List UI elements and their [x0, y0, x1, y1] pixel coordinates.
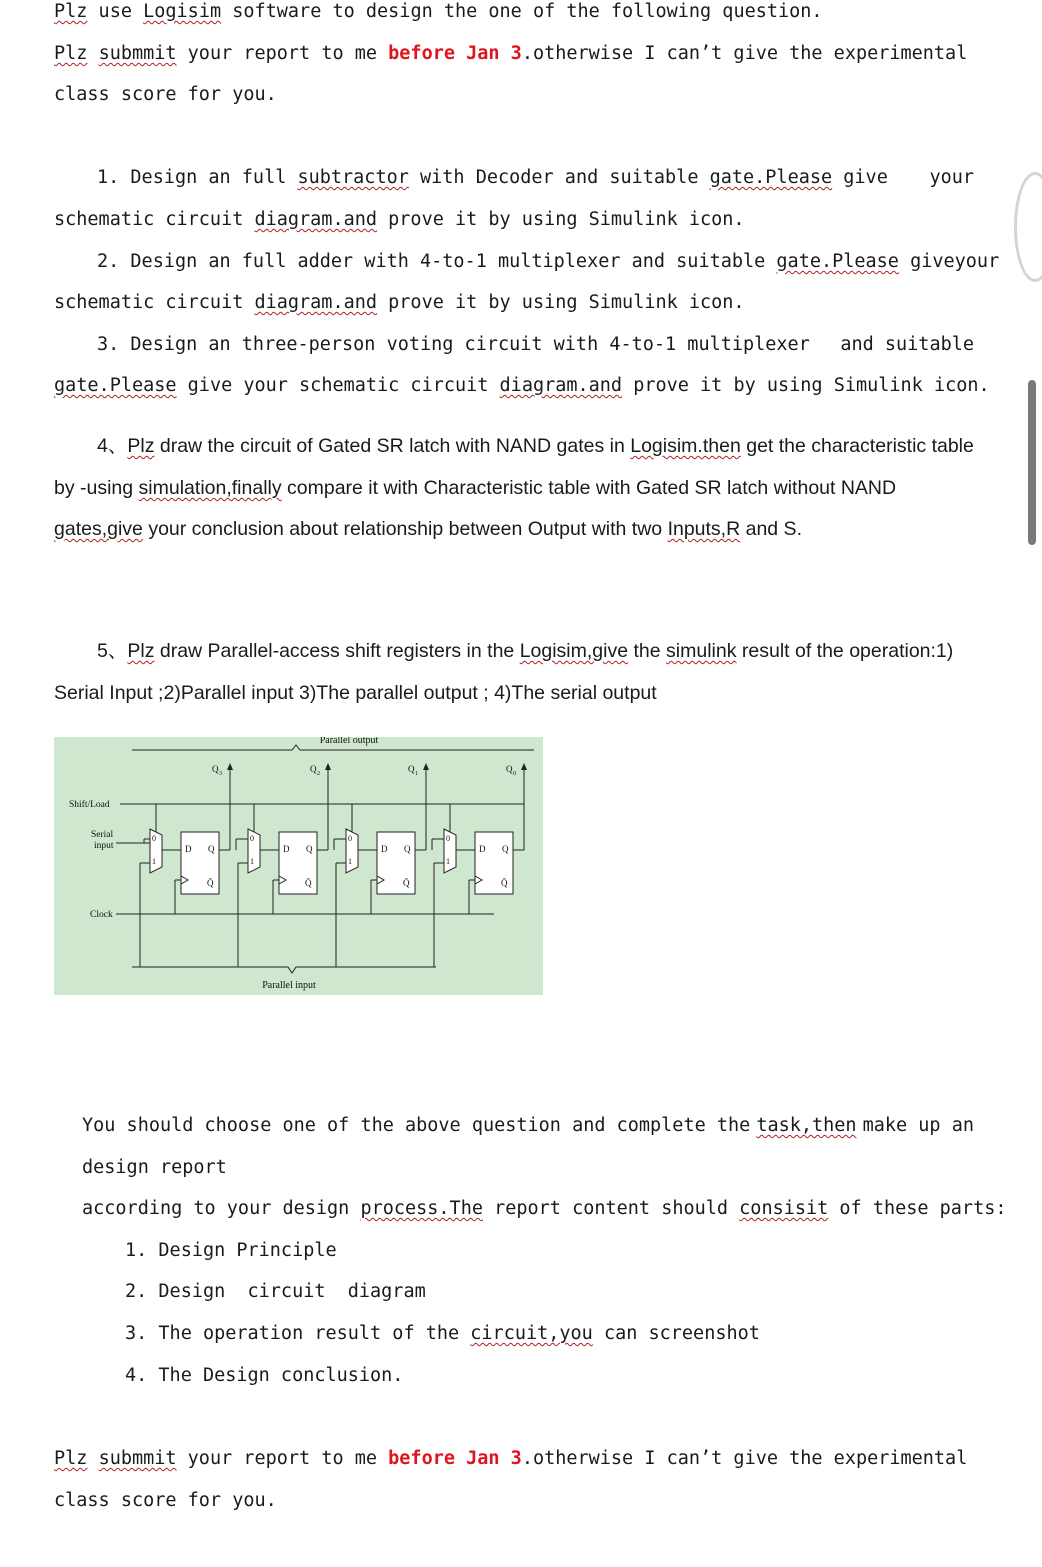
closing-deadline-highlight: before Jan 3 [388, 1448, 522, 1469]
output-arrow [521, 763, 527, 770]
mux-input-0-label: 0 [152, 834, 156, 843]
question-2-line-1: 2. Design an full adder with 4-to-1 multiplexer and suitable gate.Please give your [97, 251, 1000, 272]
question-5-line-1: 5、Plz draw Parallel-access shift registers in the Logisim,give the simulink result of the operation:1) [97, 640, 954, 662]
report-part-1: 1. Design Principle [125, 1240, 337, 1261]
ff-qbar-label: Q̄ [403, 878, 410, 888]
output-arrow [227, 763, 233, 770]
output-subscript-1: 2 [317, 771, 320, 777]
output-subscript-0: 3 [219, 771, 222, 777]
output-subscript-3: 0 [513, 771, 516, 777]
ff-q-label: Q [306, 844, 313, 854]
question-4-line-1: 4、Plz draw the circuit of Gated SR latch with NAND gates in Logisim.then get the characteristic table [97, 435, 974, 457]
closing-line-1: Plz submmit your report to me before Jan 3.otherwise I can’t give the experimental [54, 1448, 968, 1469]
side-panel-handle[interactable] [1014, 172, 1042, 282]
output-arrow [325, 763, 331, 770]
question-3-line-2: gate.Please give your schematic circuit diagram.and prove it by using Simulink icon. [54, 375, 990, 396]
serial-input-label-1: Serial [91, 830, 114, 840]
mux-input-0-label: 0 [348, 834, 352, 843]
ff-qbar-label: Q̄ [305, 878, 312, 888]
ff-d-label: D [381, 844, 388, 854]
shift-load-label: Shift/Load [69, 800, 110, 810]
ff-d-label: D [185, 844, 192, 854]
output-subscript-2: 1 [415, 771, 418, 777]
deadline-highlight: before Jan 3 [388, 43, 522, 64]
report-part-3: 3. The operation result of the circuit,you can screenshot [125, 1323, 760, 1344]
question-2-line-2: schematic circuit diagram.and prove it by using Simulink icon. [54, 292, 745, 313]
mux-input-0-label: 0 [446, 834, 450, 843]
question-1-line-2: schematic circuit diagram.and prove it by using Simulink icon. [54, 209, 745, 230]
mux-input-1-label: 1 [152, 857, 156, 866]
instructions-line-3: according to your design process.The report content should consisit of these parts: [82, 1198, 1007, 1219]
ff-qbar-label: Q̄ [501, 878, 508, 888]
mux-input-0-label: 0 [250, 834, 254, 843]
ff-d-label: D [283, 844, 290, 854]
question-5-line-2: Serial Input ;2)Parallel input 3)The parallel output ; 4)The serial output [54, 682, 657, 704]
mux-input-1-label: 1 [250, 857, 254, 866]
ff-q-label: Q [502, 844, 509, 854]
intro-line-2: Plz submmit your report to me before Jan 3.otherwise I can’t give the experimental [54, 43, 968, 64]
report-part-2: 2. Design circuit diagram [125, 1281, 426, 1302]
output-label-2: Q [408, 764, 415, 774]
mux-input-1-label: 1 [348, 857, 352, 866]
intro-line-1: Plz use Logisim software to design the one of the following question. [54, 1, 823, 22]
question-4-line-3: gates,give your conclusion about relationship between Output with two Inputs,R and S. [54, 518, 802, 540]
question-3-line-1: 3. Design an three-person voting circuit with 4-to-1 multiplexer and suitable [97, 334, 974, 355]
mux-input-1-label: 1 [446, 857, 450, 866]
parallel-output-label: Parallel output [319, 737, 379, 746]
closing-line-2: class score for you. [54, 1490, 277, 1511]
serial-input-label-2: input [94, 841, 114, 851]
output-arrow [423, 763, 429, 770]
ff-q-label: Q [404, 844, 411, 854]
clock-label: Clock [90, 910, 113, 920]
ff-d-label: D [479, 844, 486, 854]
intro-line-3: class score for you. [54, 84, 277, 105]
report-part-4: 4. The Design conclusion. [125, 1365, 404, 1386]
instructions-line-1: You should choose one of the above question and complete the task,then make up an [82, 1115, 974, 1136]
instructions-line-2: design report [82, 1157, 227, 1178]
output-label-1: Q [310, 764, 317, 774]
output-label-0: Q [212, 764, 219, 774]
ff-q-label: Q [208, 844, 215, 854]
ff-qbar-label: Q̄ [207, 878, 214, 888]
question-4-line-2: by -using simulation,finally compare it with Characteristic table with Gated SR latch without NAND [54, 477, 897, 499]
output-label-3: Q [506, 764, 513, 774]
parallel-input-label: Parallel input [262, 980, 316, 991]
question-1-line-1: 1. Design an full subtractor with Decoder and suitable gate.Please give your [97, 167, 974, 188]
shift-register-figure [54, 737, 543, 995]
vertical-scrollbar[interactable] [1028, 380, 1036, 545]
